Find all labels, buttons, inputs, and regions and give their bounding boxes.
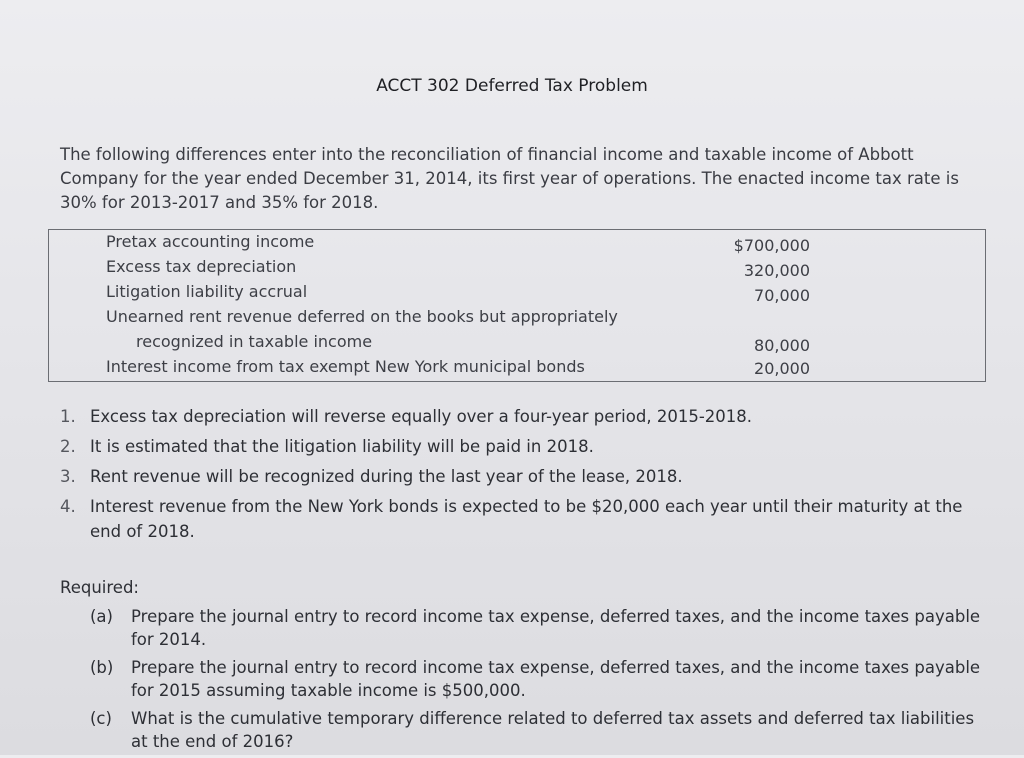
list-text: Interest revenue from the New York bonds is expected to be $20,000 each year until their maturity at the end of 2018. <box>90 497 963 541</box>
row-label: Unearned rent revenue deferred on the books but appropriately <box>106 307 618 326</box>
row-label: Pretax accounting income <box>106 232 315 251</box>
intro-line: The following differences enter into the reconciliation of financial income and taxable income of Abbott <box>60 145 914 164</box>
list-text: Prepare the journal entry to record income tax expense, deferred taxes, and the income taxes payable for 2015 assuming taxable income is $500,000. <box>131 658 981 700</box>
row-label: Litigation liability accrual <box>106 282 308 301</box>
page-title: ACCT 302 Deferred Tax Problem <box>376 76 648 96</box>
list-number: 1. <box>60 407 76 426</box>
intro-line: Company for the year ended December 31, 2014, its first year of operations. The enacted income tax rate is <box>60 169 959 188</box>
table-row <box>106 257 810 281</box>
row-amount: 320,000 <box>743 261 810 280</box>
intro-paragraph <box>60 143 960 215</box>
table-row <box>106 282 810 306</box>
intro-line: 30% for 2013-2017 and 35% for 2018. <box>60 193 379 212</box>
list-item <box>60 494 995 544</box>
required-list <box>90 605 995 758</box>
list-text: Rent revenue will be recognized during the last year of the lease, 2018. <box>90 467 683 486</box>
notes-list <box>60 404 995 549</box>
table-row <box>106 307 810 331</box>
list-item <box>90 656 995 702</box>
row-amount: 70,000 <box>754 286 810 305</box>
table-row <box>106 232 810 256</box>
list-item <box>90 707 995 753</box>
row-label: recognized in taxable income <box>136 332 373 351</box>
list-text: Excess tax depreciation will reverse equally over a four-year period, 2015-2018. <box>90 407 753 426</box>
list-letter: (a) <box>90 607 113 626</box>
list-number: 3. <box>60 467 76 486</box>
list-number: 2. <box>60 437 76 456</box>
table-row <box>106 357 810 381</box>
list-text: What is the cumulative temporary difference related to deferred tax assets and deferred tax liabilities at the end of 2016? <box>131 709 975 751</box>
list-letter: (b) <box>90 658 114 677</box>
list-text: Prepare the journal entry to record income tax expense, deferred taxes, and the income taxes payable for 2014. <box>131 607 981 649</box>
list-letter: (c) <box>90 709 112 728</box>
row-amount: $700,000 <box>733 236 810 255</box>
list-number: 4. <box>60 497 76 516</box>
list-item <box>60 464 995 489</box>
row-label: Excess tax depreciation <box>106 257 297 276</box>
row-amount: 80,000 <box>754 336 810 355</box>
list-item <box>60 434 995 459</box>
list-item <box>60 404 995 429</box>
list-text: It is estimated that the litigation liability will be paid in 2018. <box>90 437 594 456</box>
required-heading: Required: <box>60 578 139 597</box>
row-amount: 20,000 <box>754 359 810 378</box>
list-item <box>90 605 995 651</box>
table-row <box>106 332 810 356</box>
row-label: Interest income from tax exempt New York municipal bonds <box>106 357 585 376</box>
